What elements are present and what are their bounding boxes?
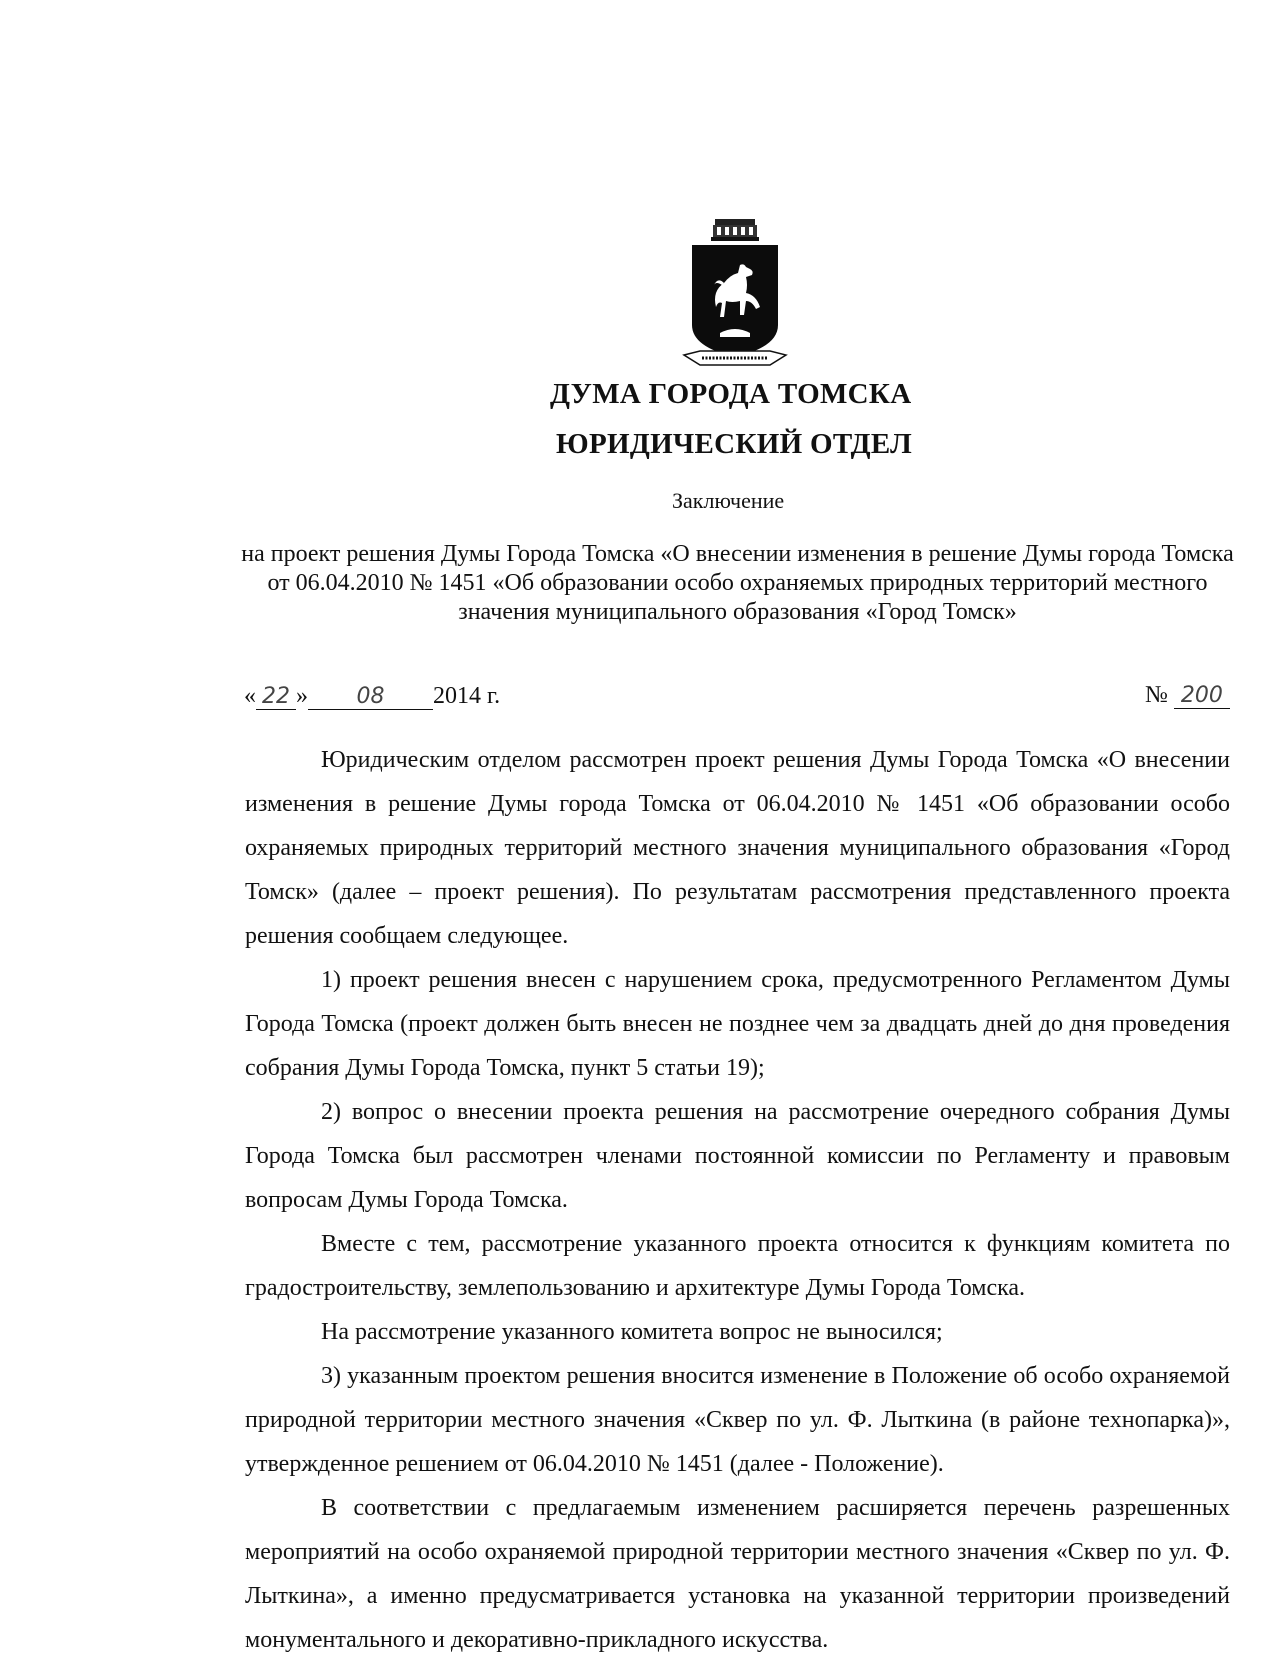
date-day-handwritten: 22 xyxy=(256,685,296,710)
crown-icon xyxy=(711,219,759,241)
paragraph: 3) указанным проектом решения вносится изменение в Положение об особо охраняемой природной территории местного значения «Сквер по ул. Ф. Лыткина (в районе технопарка)», утвержденное решением от 06.04.2010 № 1451 (далее - Положение). xyxy=(245,1363,1230,1477)
document-type: Заключение xyxy=(672,488,785,513)
number-label: № xyxy=(1145,682,1168,708)
organization-title: ДУМА ГОРОДА ТОМСКА xyxy=(550,378,912,410)
paragraph: 2) вопрос о внесении проекта решения на рассмотрение очередного собрания Думы Города Томска был рассмотрен членами постоянной комиссии по Регламенту и правовым вопросам Думы Города Томска. xyxy=(245,1099,1230,1213)
tomsk-coat-of-arms-icon xyxy=(680,215,790,375)
document-date xyxy=(244,683,500,710)
number-value-handwritten: 200 xyxy=(1174,684,1230,709)
department-title: ЮРИДИЧЕСКИЙ ОТДЕЛ xyxy=(556,428,913,460)
paragraph: 1) проект решения внесен с нарушением срока, предусмотренного Регламентом Думы Города Томска (проект должен быть внесен не позднее чем за двадцать дней до дня проведения собрания Думы Города Томска, пункт 5 статьи 19); xyxy=(245,967,1230,1081)
document-number xyxy=(1145,682,1230,709)
paragraph: Юридическим отделом рассмотрен проект решения Думы Города Томска «О внесении изменения в решение Думы города Томска от 06.04.2010 № 1451 «Об образовании особо охраняемых природных территорий местного значения муниципального образования «Город Томск» (далее – проект решения). По результатам рассмотрения представленного проекта решения сообщаем следующее. xyxy=(245,747,1230,949)
document-subject: на проект решения Думы Города Томска «О внесении изменения в решение Думы города Томска от 06.04.2010 № 1451 «Об образовании особо охраняемых природных территорий местного значения муниципального образования «Город Томск» xyxy=(241,541,1234,625)
date-close-quote: » xyxy=(296,683,308,709)
date-year: 2014 г. xyxy=(433,683,501,709)
document-body xyxy=(245,738,1230,1662)
paragraph: На рассмотрение указанного комитета вопрос не выносился; xyxy=(321,1319,943,1345)
date-month-handwritten: 08 xyxy=(308,685,433,710)
ribbon xyxy=(684,351,786,365)
paragraph: Вместе с тем, рассмотрение указанного проекта относится к функциям комитета по градостроительству, землепользованию и архитектуре Думы Города Томска. xyxy=(245,1231,1230,1301)
paragraph: В соответствии с предлагаемым изменением расширяется перечень разрешенных мероприятий на особо охраняемой природной территории местного значения «Сквер по ул. Ф. Лыткина», а именно предусматривается установка на указанной территории произведений монументального и декоративно-прикладного искусства. xyxy=(245,1495,1230,1653)
date-open-quote: « xyxy=(244,683,256,709)
